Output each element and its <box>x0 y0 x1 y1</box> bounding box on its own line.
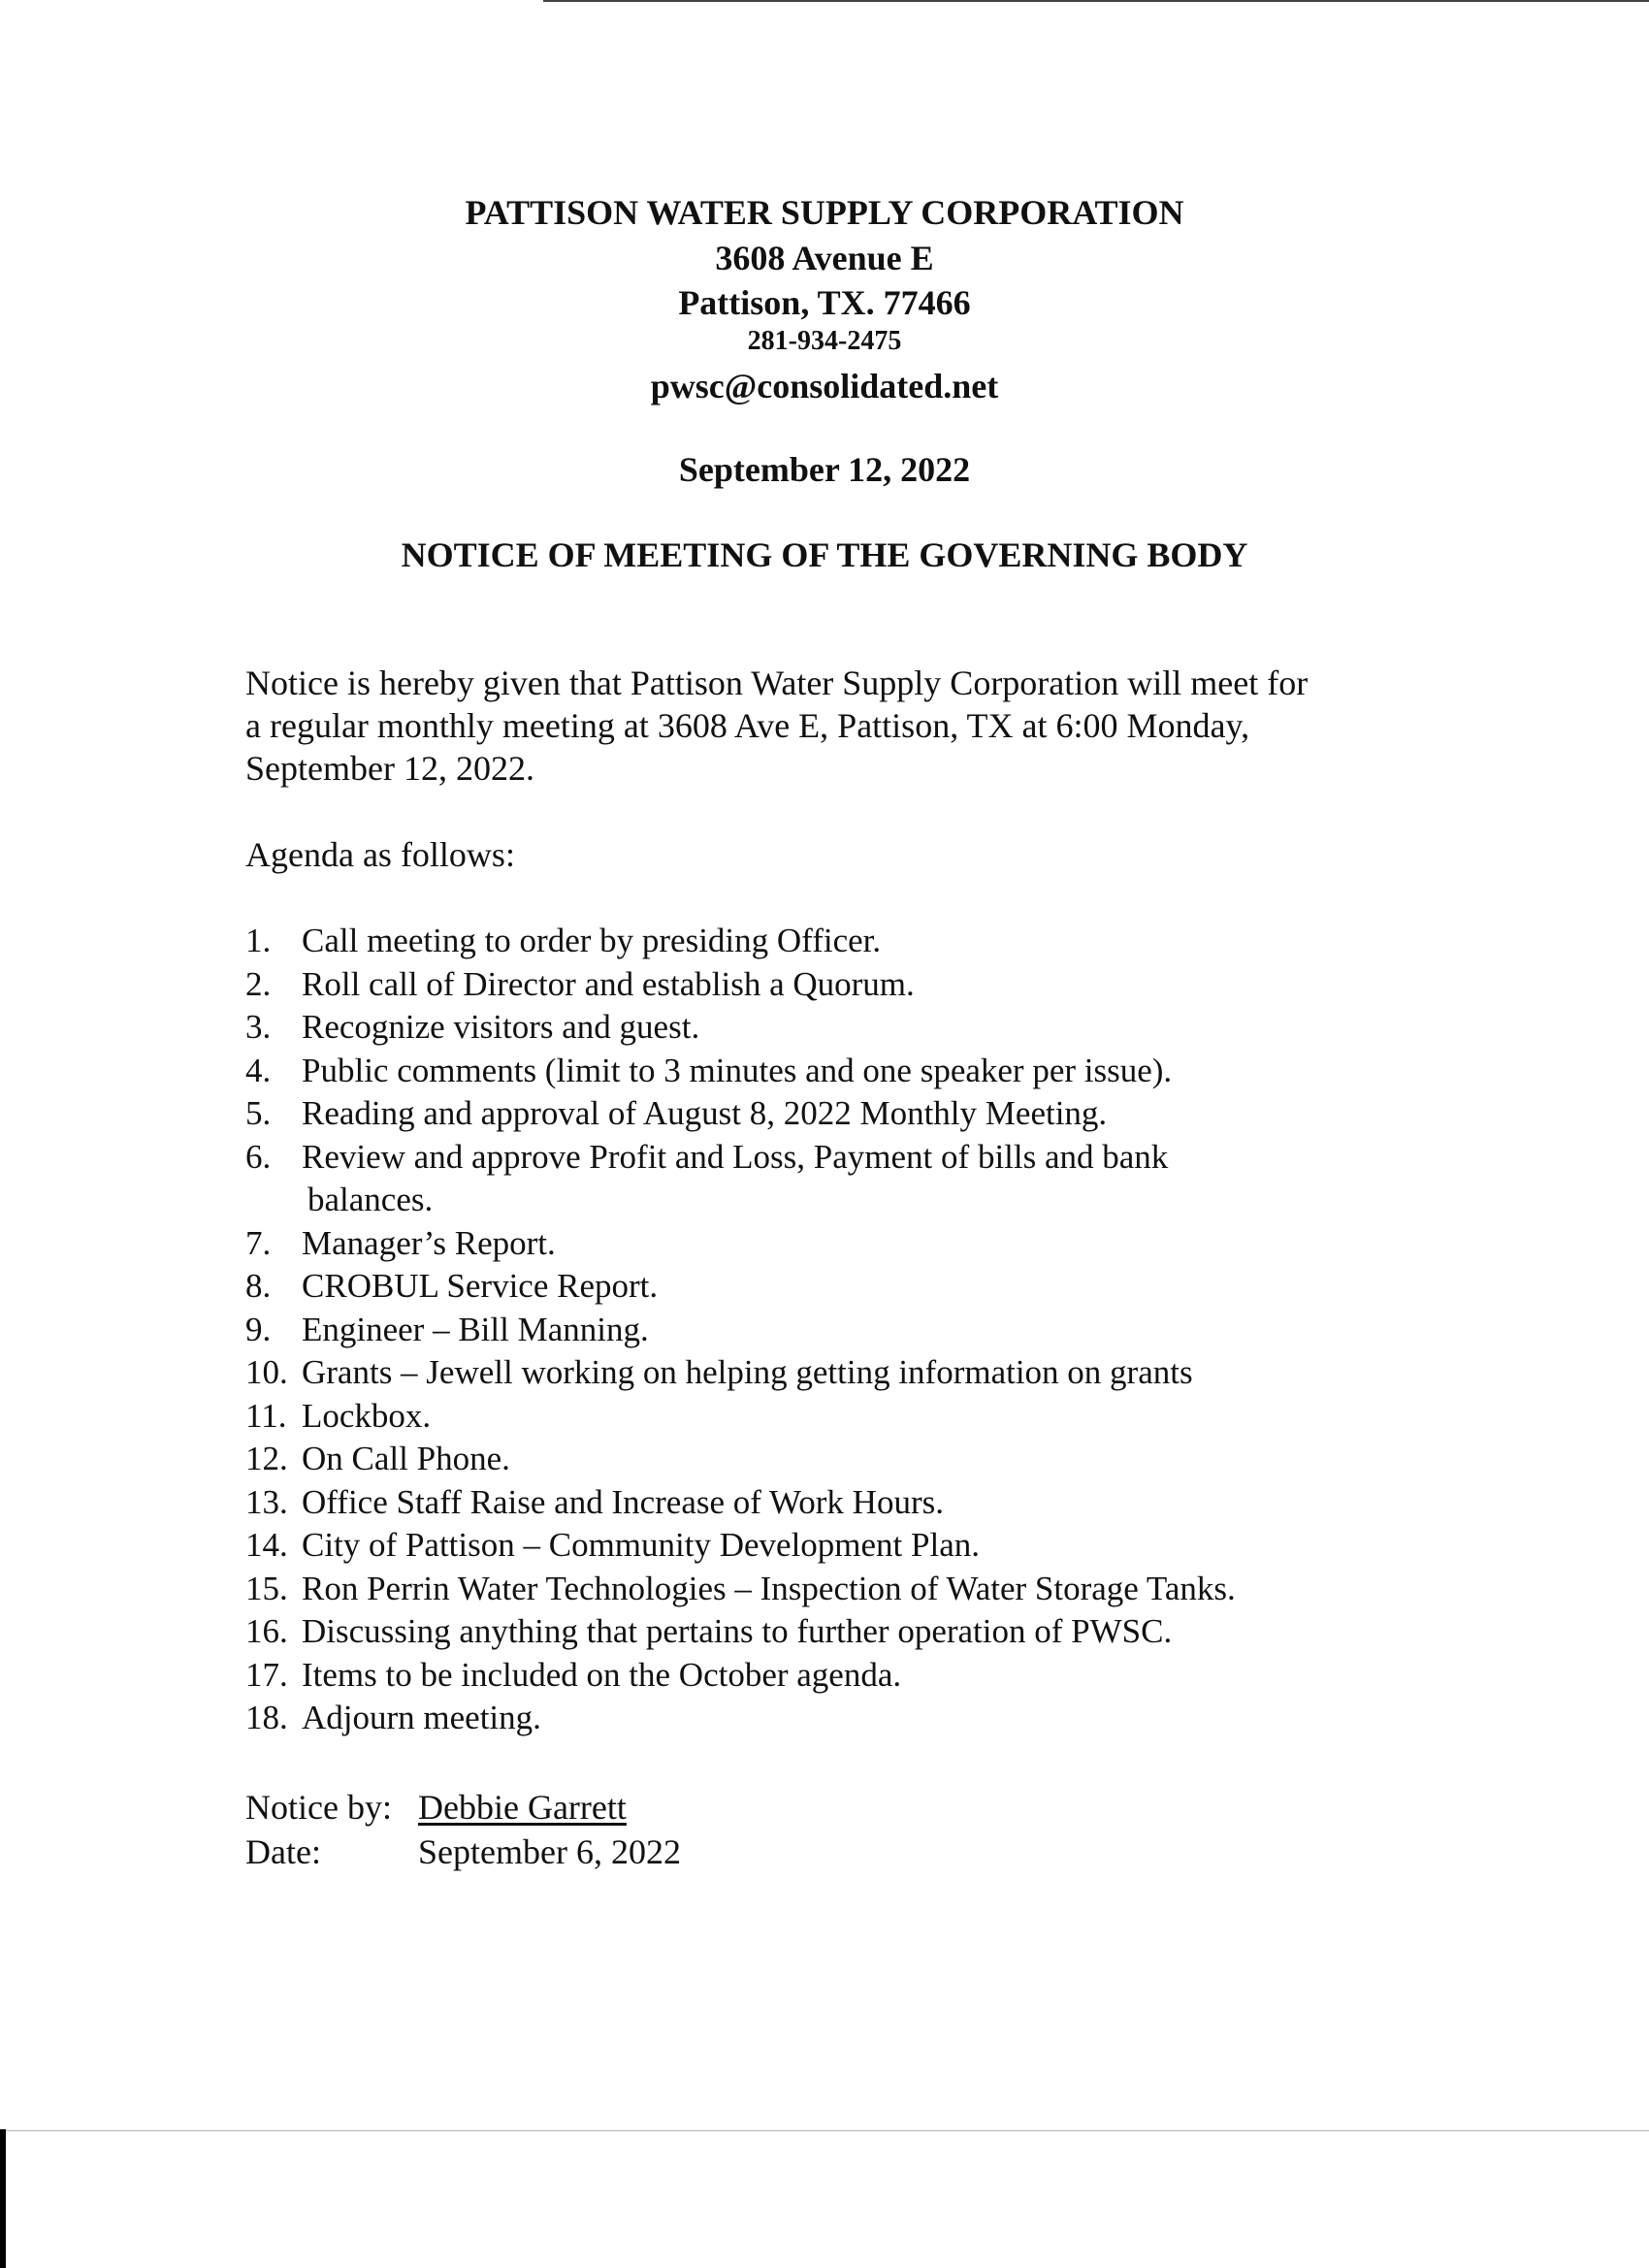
agenda-item-text: Items to be included on the October agenda. <box>302 1655 902 1694</box>
agenda-item-text: Roll call of Director and establish a Quorum. <box>302 964 915 1003</box>
agenda-item <box>245 1222 1458 1266</box>
agenda-item-number: 6. <box>245 1137 272 1176</box>
agenda-item-number: 9. <box>245 1310 272 1348</box>
agenda-intro: Agenda as follows: <box>245 835 515 874</box>
agenda-list <box>245 920 1458 1740</box>
agenda-item-text: Adjourn meeting. <box>302 1699 541 1736</box>
agenda-item-number: 12. <box>245 1440 288 1477</box>
agenda-item-text: Call meeting to order by presiding Officer. <box>302 922 882 959</box>
notice-by-line <box>245 1787 627 1828</box>
scan-edge-left <box>0 2129 6 2268</box>
scan-edge-bottom <box>0 2130 1649 2131</box>
agenda-item <box>245 1481 1458 1525</box>
agenda-item-number: 5. <box>245 1094 272 1132</box>
agenda-item-number: 4. <box>245 1051 272 1089</box>
agenda-item <box>245 1610 1458 1654</box>
agenda-item-text: On Call Phone. <box>302 1440 510 1477</box>
agenda-item <box>245 1136 1458 1222</box>
agenda-item <box>245 1092 1458 1136</box>
agenda-item <box>245 963 1458 1007</box>
agenda-item-number: 10. <box>245 1353 288 1391</box>
agenda-item-text: Manager’s Report. <box>302 1223 556 1262</box>
agenda-item <box>245 1654 1458 1698</box>
paragraph-line: a regular monthly meeting at 3608 Ave E, Pattison, TX at 6:00 Monday, <box>245 706 1250 745</box>
notice-date-line <box>245 1831 681 1872</box>
agenda-item <box>245 1050 1458 1093</box>
org-city: Pattison, TX. 77466 <box>678 283 971 322</box>
agenda-item <box>245 1351 1458 1395</box>
agenda-item <box>245 1697 1458 1740</box>
agenda-item <box>245 1395 1458 1439</box>
agenda-item-text: Engineer – Bill Manning. <box>302 1310 649 1348</box>
notice-date-value: September 6, 2022 <box>418 1832 681 1871</box>
org-address: 3608 Avenue E <box>715 239 934 277</box>
agenda-item-text: Grants – Jewell working on helping getting information on grants <box>302 1353 1193 1391</box>
agenda-item-number: 11. <box>245 1396 287 1435</box>
org-email: pwsc@consolidated.net <box>650 367 999 405</box>
agenda-item-number: 15. <box>245 1569 288 1607</box>
agenda-item-number: 17. <box>245 1655 288 1694</box>
org-phone: 281-934-2475 <box>747 326 902 356</box>
agenda-item-number: 13. <box>245 1482 288 1521</box>
agenda-item-number: 2. <box>245 964 272 1003</box>
agenda-item <box>245 1568 1458 1611</box>
notice-by-name: Debbie Garrett <box>418 1788 627 1827</box>
agenda-item-text: Public comments (limit to 3 minutes and one speaker per issue). <box>302 1051 1173 1089</box>
agenda-item-text: City of Pattison – Community Development Plan. <box>302 1526 981 1564</box>
agenda-item-continuation: balances. <box>307 1181 434 1218</box>
agenda-item-number: 3. <box>245 1008 272 1046</box>
agenda-item-text: Lockbox. <box>302 1396 432 1435</box>
notice-paragraph <box>245 662 1439 790</box>
agenda-item <box>245 920 1458 963</box>
scan-edge-top <box>543 0 1649 2</box>
agenda-item <box>245 1524 1458 1568</box>
agenda-item-number: 18. <box>245 1699 288 1736</box>
org-name: PATTISON WATER SUPPLY CORPORATION <box>465 193 1184 232</box>
meeting-date: September 12, 2022 <box>678 450 971 489</box>
agenda-item-number: 1. <box>245 922 272 959</box>
agenda-item-text: Office Staff Raise and Increase of Work Hours. <box>302 1482 944 1521</box>
agenda-item-text: CROBUL Service Report. <box>302 1267 659 1305</box>
notice-by-label: Notice by: <box>245 1788 392 1827</box>
notice-title: NOTICE OF MEETING OF THE GOVERNING BODY <box>401 535 1248 574</box>
agenda-item-number: 8. <box>245 1267 272 1305</box>
paragraph-line: September 12, 2022. <box>245 749 534 788</box>
paragraph-line: Notice is hereby given that Pattison Water Supply Corporation will meet for <box>245 664 1309 702</box>
agenda-item-text: Recognize visitors and guest. <box>302 1008 700 1046</box>
agenda-item <box>245 1265 1458 1309</box>
agenda-item-number: 14. <box>245 1526 288 1564</box>
agenda-item <box>245 1006 1458 1050</box>
agenda-item-number: 16. <box>245 1612 288 1650</box>
agenda-item-text: Ron Perrin Water Technologies – Inspection of Water Storage Tanks. <box>302 1569 1236 1607</box>
agenda-item <box>245 1438 1458 1481</box>
agenda-item-text-line: Review and approve Profit and Loss, Payment of bills and bank <box>302 1137 1169 1176</box>
agenda-item-number: 7. <box>245 1223 272 1262</box>
agenda-item <box>245 1309 1458 1352</box>
agenda-item-text: Discussing anything that pertains to further operation of PWSC. <box>302 1612 1173 1650</box>
agenda-item-text: Reading and approval of August 8, 2022 Monthly Meeting. <box>302 1094 1108 1132</box>
notice-date-label: Date: <box>245 1832 321 1871</box>
agenda-item-text <box>302 1136 1458 1222</box>
